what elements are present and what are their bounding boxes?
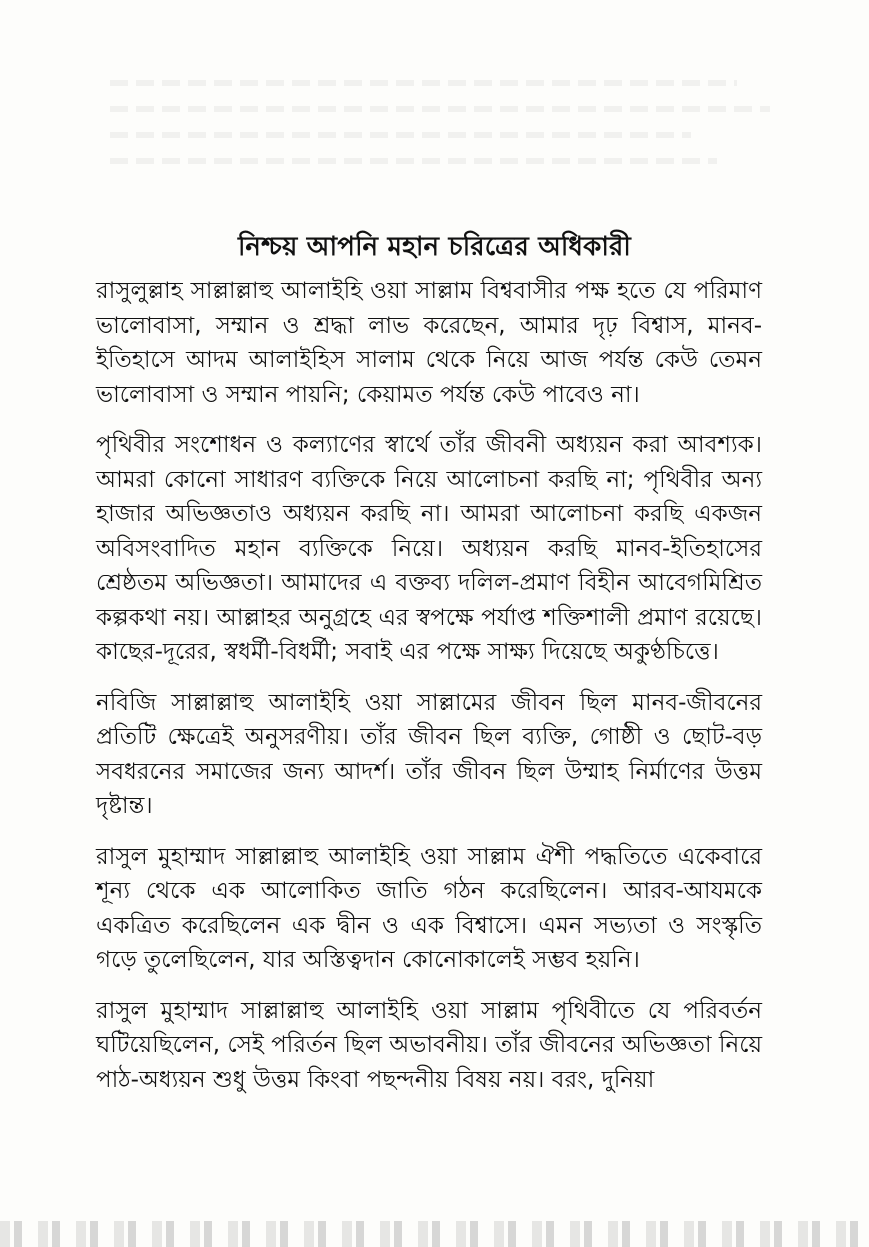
- chapter-title: নিশ্চয় আপনি মহান চরিত্রের অধিকারী: [237, 232, 631, 262]
- chapter-body: [96, 274, 762, 1113]
- paragraph: রাসুলুল্লাহ সাল্লাল্লাহু আলাইহি ওয়া সাল্লাম বিশ্ববাসীর পক্ষ হতে যে পরিমাণ ভালোবাসা, সম্মান ও শ্রদ্ধা লাভ করেছেন, আমার দৃঢ় বিশ্বাস, মানব-ইতিহাসে আদম আলাইহিস সালাম থেকে নিয়ে আজ পর্যন্ত কেউ তেমন ভালোবাসা ও সম্মান পায়নি; কেয়ামত পর্যন্ত কেউ পাবেও না।: [96, 278, 762, 408]
- footer-ornament: [0, 1221, 869, 1247]
- paragraph: রাসুল মুহাম্মাদ সাল্লাল্লাহু আলাইহি ওয়া সাল্লাম পৃথিবীতে যে পরিবর্তন ঘটিয়েছিলেন, সেই পরির্তন ছিল অভাবনীয়। তাঁর জীবনের অভিজ্ঞতা নিয়ে পাঠ-অধ্যয়ন শুধু উত্তম কিংবা পছন্দনীয় বিষয় নয়। বরং, দুনিয়া: [96, 997, 762, 1093]
- paragraph: পৃথিবীর সংশোধন ও কল্যাণের স্বার্থে তাঁর জীবনী অধ্যয়ন করা আবশ্যক। আমরা কোনো সাধারণ ব্যক্তিকে নিয়ে আলোচনা করছি না; পৃথিবীর অন্য হাজার অভিজ্ঞতাও অধ্যয়ন করছি না। আমরা আলোচনা করছি একজন অবিসংবাদিত মহান ব্যক্তিকে নিয়ে। অধ্যয়ন করছি মানব-ইতিহাসের শ্রেষ্ঠতম অভিজ্ঞতা। আমাদের এ বক্তব্য দলিল-প্রমাণ বিহীন আবেগমিশ্রিত কল্পকথা নয়। আল্লাহর অনুগ্রহে এর স্বপক্ষে পর্যাপ্ত শক্তিশালী প্রমাণ রয়েছে। কাছের-দূরের, স্বধর্মী-বিধর্মী; সবাই এর পক্ষে সাক্ষ্য দিয়েছে অকুণ্ঠচিত্তে।: [96, 432, 762, 665]
- paragraph: রাসুল মুহাম্মাদ সাল্লাল্লাহু আলাইহি ওয়া সাল্লাম ঐশী পদ্ধতিতে একেবারে শূন্য থেকে এক আলোকিত জাতি গঠন করেছিলেন। আরব-আযমকে একত্রিত করেছিলেন এক দ্বীন ও এক বিশ্বাসে। এমন সভ্যতা ও সংস্কৃতি গড়ে তুলেছিলেন, যার অস্তিত্বদান কোনোকালেই সম্ভব হয়নি।: [96, 843, 762, 973]
- bleed-through-text: [110, 60, 770, 210]
- paragraph: নবিজি সাল্লাল্লাহু আলাইহি ওয়া সাল্লামের জীবন ছিল মানব-জীবনের প্রতিটি ক্ষেত্রেই অনুসরণীয়। তাঁর জীবন ছিল ব্যক্তি, গোষ্ঠী ও ছোট-বড় সবধরনের সমাজের জন্য আদর্শ। তাঁর জীবন ছিল উম্মাহ নির্মাণের উত্তম দৃষ্টান্ত।: [96, 689, 762, 819]
